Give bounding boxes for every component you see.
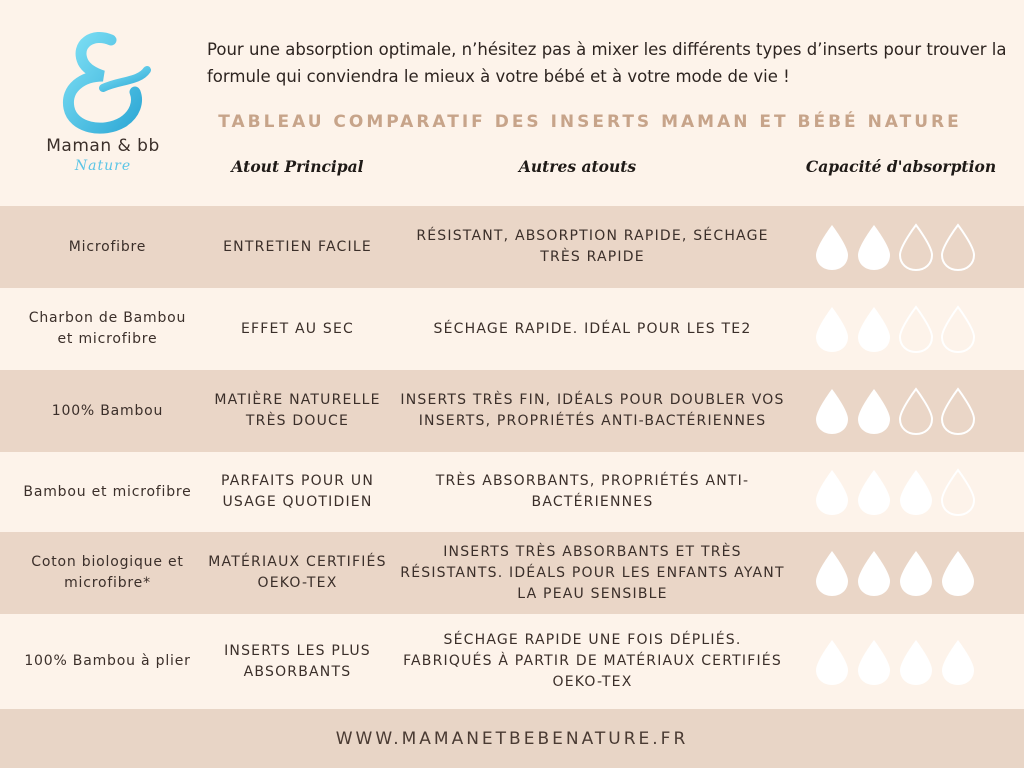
droplet-filled-icon <box>938 637 978 687</box>
absorption-rating <box>812 206 992 288</box>
droplet-filled-icon <box>896 637 936 687</box>
insert-type: Coton biologique et microfibre* <box>31 554 184 591</box>
column-header-capacity: Capacité d'absorption <box>805 157 997 176</box>
main-asset: MATÉRIAUX CERTIFIÉS OEKO-TEX <box>208 554 387 591</box>
table-row <box>0 614 1024 709</box>
droplet-filled-icon <box>812 637 852 687</box>
table-row <box>0 532 1024 614</box>
droplet-filled-icon <box>896 548 936 598</box>
logo-name: Maman & bb <box>46 136 160 156</box>
absorption-rating <box>812 370 992 452</box>
website-footer <box>0 709 1024 768</box>
droplet-filled-icon <box>854 637 894 687</box>
insert-type: 100% Bambou <box>51 402 164 419</box>
main-asset: INSERTS LES PLUS ABSORBANTS <box>224 642 371 680</box>
droplet-outline-icon <box>938 386 978 436</box>
insert-type: Microfibre <box>68 238 147 255</box>
droplet-filled-icon <box>854 548 894 598</box>
table-row <box>0 370 1024 452</box>
droplet-filled-icon <box>812 386 852 436</box>
other-assets: INSERTS TRÈS FIN, IDÉALS POUR DOUBLER VOS INSERTS, PROPRIÉTÉS ANTI-BACTÉRIENNES <box>400 392 785 429</box>
other-assets: SÉCHAGE RAPIDE UNE FOIS DÉPLIÉS. FABRIQUÉS À PARTIR DE MATÉRIAUX CERTIFIÉS OEKO-TEX <box>403 632 782 690</box>
table-row <box>0 206 1024 288</box>
brand-logo <box>28 30 178 180</box>
droplet-filled-icon <box>854 222 894 272</box>
droplet-outline-icon <box>938 304 978 354</box>
table-row <box>0 452 1024 532</box>
droplet-filled-icon <box>812 548 852 598</box>
droplet-outline-icon <box>938 222 978 272</box>
droplet-filled-icon <box>854 386 894 436</box>
droplet-filled-icon <box>812 467 852 517</box>
insert-type: Bambou et microfibre <box>23 483 192 500</box>
other-assets: INSERTS TRÈS ABSORBANTS ET TRÈS RÉSISTANTS. IDÉALS POUR LES ENFANTS AYANT LA PEAU SENSIBLE <box>400 543 785 602</box>
absorption-rating <box>812 532 992 614</box>
logo-subtitle: Nature <box>74 158 132 174</box>
other-assets: RÉSISTANT, ABSORPTION RAPIDE, SÉCHAGE TRÈS RAPIDE <box>416 228 769 265</box>
column-header-main-asset: Atout Principal <box>231 157 364 176</box>
absorption-rating <box>812 452 992 532</box>
absorption-rating <box>812 614 992 709</box>
droplet-outline-icon <box>938 467 978 517</box>
droplet-filled-icon <box>854 467 894 517</box>
table-row <box>0 288 1024 370</box>
droplet-outline-icon <box>896 304 936 354</box>
ampersand-logo-icon <box>53 30 153 135</box>
droplet-filled-icon <box>938 548 978 598</box>
column-header-other-assets: Autres atouts <box>518 157 637 176</box>
intro-text: Pour une absorption optimale, n’hésitez pas à mixer les différents types d’inserts pour trouver la formule qui conviendra le mieux à votre bébé et à votre mode de vie ! <box>207 40 1007 86</box>
droplet-outline-icon <box>896 222 936 272</box>
insert-type: Charbon de Bambou et microfibre <box>28 310 187 347</box>
insert-type: 100% Bambou à plier <box>24 653 191 669</box>
main-asset: EFFET AU SEC <box>241 320 354 337</box>
main-asset: MATIÈRE NATURELLE TRÈS DOUCE <box>214 392 381 429</box>
droplet-filled-icon <box>896 467 936 517</box>
main-asset: PARFAITS POUR UN USAGE QUOTIDIEN <box>220 473 375 510</box>
droplet-outline-icon <box>896 386 936 436</box>
website-url[interactable]: WWW.MAMANETBEBENATURE.FR <box>335 728 689 749</box>
droplet-filled-icon <box>812 222 852 272</box>
droplet-filled-icon <box>854 304 894 354</box>
other-assets: SÉCHAGE RAPIDE. IDÉAL POUR LES TE2 <box>433 320 752 337</box>
table-heading: TABLEAU COMPARATIF DES INSERTS MAMAN ET BÉBÉ NATURE <box>218 112 962 132</box>
absorption-rating <box>812 288 992 370</box>
main-asset: ENTRETIEN FACILE <box>223 238 372 255</box>
droplet-filled-icon <box>812 304 852 354</box>
other-assets: TRÈS ABSORBANTS, PROPRIÉTÉS ANTI-BACTÉRIENNES <box>435 473 750 510</box>
